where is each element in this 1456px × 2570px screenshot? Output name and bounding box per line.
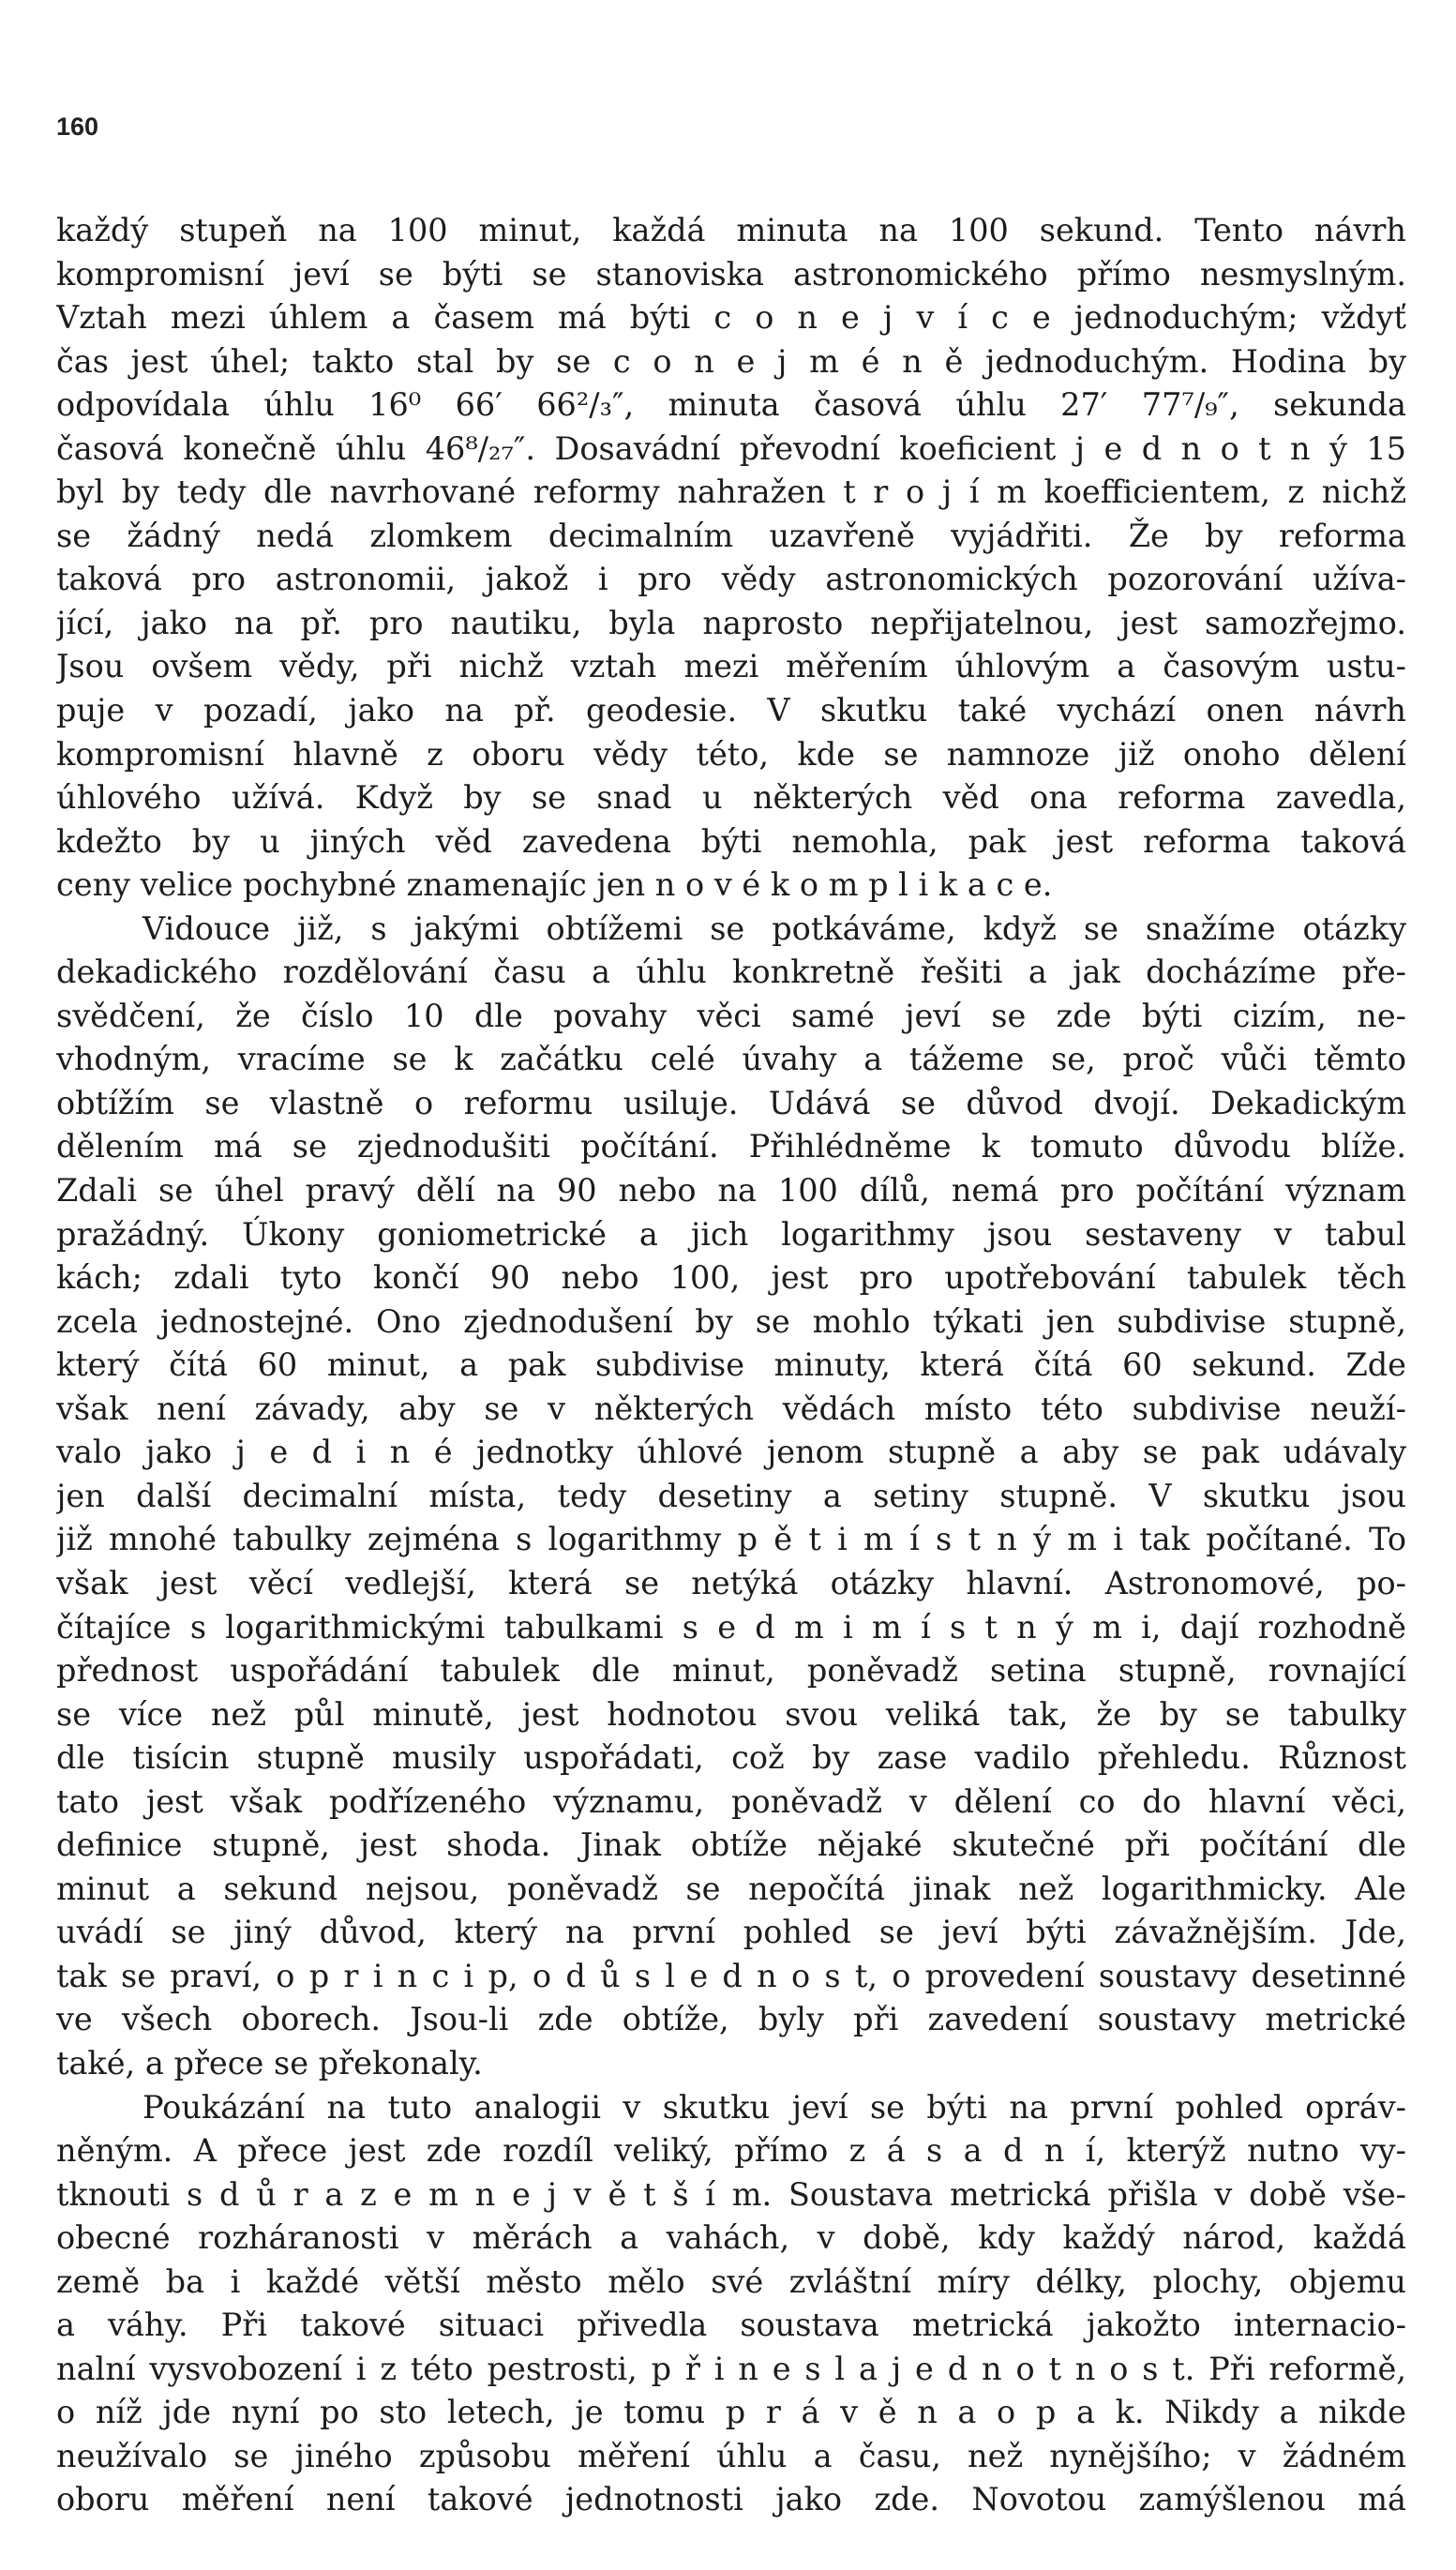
text-line: o níž jde nyní po sto letech, je tomu p r á v ě n a o p a k. Nikdy a nikde (56, 2394, 1406, 2431)
text-line: odpovídala úhlu 16⁰ 66′ 66²/₃″, minuta časová úhlu 27′ 77⁷/₉″, sekunda (56, 386, 1406, 424)
text-line: valo jako j e d i n é jednotky úhlové jenom stupně a aby se pak udávaly (56, 1434, 1406, 1471)
body-text (56, 209, 1406, 2522)
text-line: pražádný. Úkony goniometrické a jich logarithmy jsou sestaveny v tabul (56, 1215, 1406, 1253)
text-line: kompromisní jeví se býti se stanoviska astronomického přímo nesmyslným. (56, 255, 1406, 293)
text-line: se více než půl minutě, jest hodnotou svou veliká tak, že by se tabulky (56, 1695, 1406, 1733)
text-line: něným. A přece jest zde rozdíl veliký, přímo z á s a d n í, kterýž nutno vy- (56, 2132, 1406, 2170)
text-line: vhodným, vracíme se k začátku celé úvahy a tážeme se, proč vůči těmto (56, 1041, 1406, 1078)
text-line: však jest věcí vedlejší, která se netýká otázky hlavní. Astronomové, po- (56, 1564, 1406, 1601)
text-line: Zdali se úhel pravý dělí na 90 nebo na 100 dílů, nemá pro počítání význam (56, 1172, 1406, 1210)
text-line: puje v pozadí, jako na př. geodesie. V skutku také vychází onen návrh (56, 692, 1406, 729)
text-line: Poukázání na tuto analogii v skutku jeví se býti na první pohled opráv- (143, 2088, 1406, 2126)
text-line: kách; zdali tyto končí 90 nebo 100, jest pro upotřebování tabulek těch (56, 1259, 1406, 1297)
text-line: země ba i každé větší město mělo své zvláštní míry délky, plochy, objemu (56, 2262, 1406, 2300)
text-line: čítajíce s logarithmickými tabulkami s e d m i m í s t n ý m i, dají rozhodně (56, 1608, 1406, 1646)
text-line: jící, jako na př. pro nautiku, byla naprosto nepřijatelnou, jest samozřejmo. (56, 604, 1406, 641)
text-line: Jsou ovšem vědy, při nichž vztah mezi měřením úhlovým a časovým ustu- (56, 648, 1406, 685)
text-line: dle tisícin stupně musily uspořádati, což by zase vadilo přehledu. Různost (56, 1739, 1406, 1777)
text-line: však není závady, aby se v některých vědách místo této subdivise neuží- (56, 1390, 1406, 1427)
text-line: časová konečně úhlu 46⁸/₂₇″. Dosavádní převodní koeficient j e d n o t n ý 15 (56, 429, 1406, 467)
text-line: uvádí se jiný důvod, který na první pohled se jeví býti závažnějším. Jde, (56, 1914, 1406, 1951)
text-line: jen další decimalní místa, tedy desetiny a setiny stupně. V skutku jsou (56, 1477, 1406, 1514)
text-line: přednost uspořádání tabulek dle minut, poněvadž setina stupně, rovnající (56, 1652, 1406, 1690)
text-line: Vztah mezi úhlem a časem má býti c o n e j v í c e jednoduchým; vždyť (56, 299, 1406, 337)
text-line: již mnohé tabulky zejména s logarithmy p ě t i m í s t n ý m i tak počítané. To (56, 1521, 1406, 1558)
text-line: minut a sekund nejsou, poněvadž se nepočítá jinak než logarithmicky. Ale (56, 1870, 1406, 1907)
text-line: taková pro astronomii, jakož i pro vědy astronomických pozorování užíva- (56, 561, 1406, 598)
text-line: a váhy. Při takové situaci přivedla soustava metrická jakožto internacio- (56, 2307, 1406, 2344)
text-line: oboru měření není takové jednotnosti jako zde. Novotou zamýšlenou má (56, 2481, 1406, 2518)
text-line: tknouti s d ů r a z e m n e j v ě t š í m. Soustava metrická přišla v době vše- (56, 2175, 1406, 2213)
text-line: obtížím se vlastně o reformu usiluje. Udává se důvod dvojí. Dekadickým (56, 1084, 1406, 1121)
text-line: definice stupně, jest shoda. Jinak obtíže nějaké skutečné při počítání dle (56, 1826, 1406, 1864)
text-line: ceny velice pochybné znamenajíc jen n o v é k o m p l i k a c e. (56, 866, 1053, 904)
text-line: úhlového užívá. Když by se snad u některých věd ona reforma zavedla, (56, 779, 1406, 817)
text-line: také, a přece se překonaly. (56, 2044, 483, 2082)
text-line: se žádný nedá zlomkem decimalním uzavřeně vyjádřiti. Že by reforma (56, 517, 1406, 554)
text-line: tato jest však podřízeného významu, poněvadž v dělení co do hlavní věci, (56, 1782, 1406, 1820)
text-line: neužívalo se jiného způsobu měření úhlu a času, než nynějšího; v žádném (56, 2437, 1406, 2474)
text-line: kompromisní hlavně z oboru vědy této, kde se namnoze již onoho dělení (56, 735, 1406, 773)
page-number: 160 (56, 113, 99, 141)
text-line: dělením má se zjednodušiti počítání. Přihlédněme k tomuto důvodu blíže. (56, 1128, 1406, 1165)
text-line: byl by tedy dle navrhované reformy nahražen t r o j í m koefficientem, z nichž (56, 473, 1406, 511)
text-line: zcela jednostejné. Ono zjednodušení by se mohlo týkati jen subdivise stupně, (56, 1302, 1406, 1340)
text-line: dekadického rozdělování času a úhlu konkretně řešiti a jak docházíme pře- (56, 954, 1406, 991)
text-line: který čítá 60 minut, a pak subdivise minuty, která čítá 60 sekund. Zde (56, 1346, 1406, 1384)
text-line: obecné rozháranosti v měrách a vahách, v době, kdy každý národ, každá (56, 2219, 1406, 2257)
text-line: svědčení, že číslo 10 dle povahy věci samé jeví se zde býti cizím, ne- (56, 997, 1406, 1034)
text-line: ve všech oborech. Jsou-li zde obtíže, byly při zavedení soustavy metrické (56, 2001, 1406, 2038)
text-line: kdežto by u jiných věd zavedena býti nemohla, pak jest reforma taková (56, 822, 1406, 860)
text-line: Vidouce již, s jakými obtížemi se potkáváme, když se snažíme otázky (143, 909, 1406, 947)
text-line: každý stupeň na 100 minut, každá minuta na 100 sekund. Tento návrh (56, 212, 1406, 248)
text-line: nalní vysvobození i z této pestrosti, p ř i n e s l a j e d n o t n o s t. Při reformě, (56, 2350, 1406, 2387)
text-line: čas jest úhel; takto stal by se c o n e j m é n ě jednoduchým. Hodina by (56, 342, 1406, 380)
text-line: tak se praví, o p r i n c i p, o d ů s l e d n o s t, o provedení soustavy desetinné (56, 1957, 1406, 1994)
